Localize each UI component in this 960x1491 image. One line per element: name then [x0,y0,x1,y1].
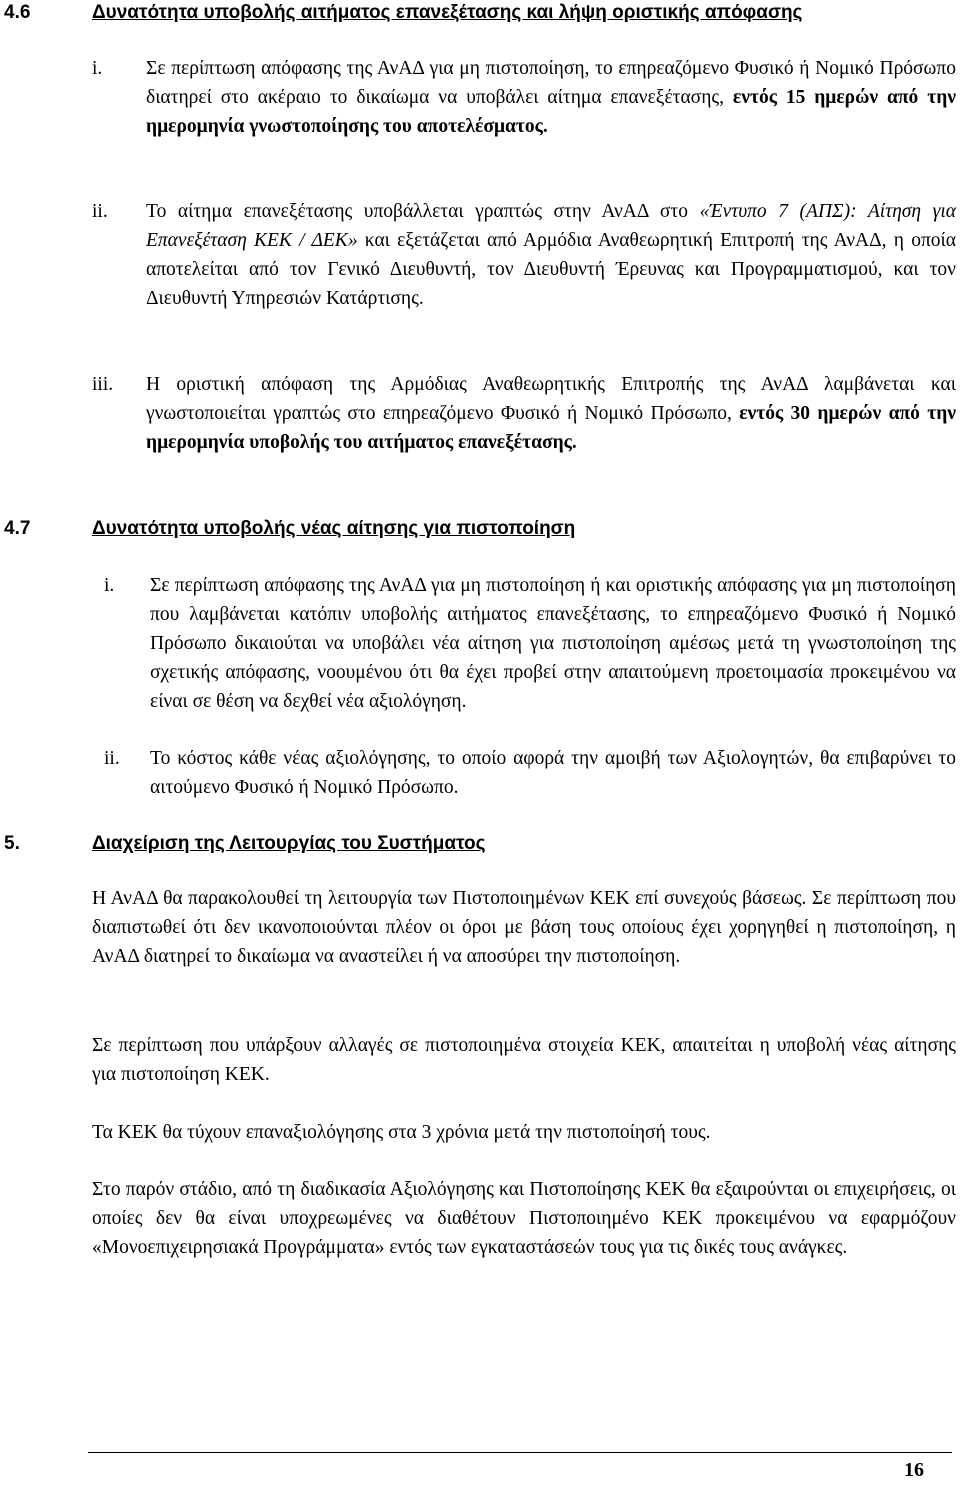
section-title: Διαχείριση της Λειτουργίας του Συστήματος [92,833,486,854]
list-item-text: Το κόστος κάθε νέας αξιολόγησης, το οποίο αφορά την αμοιβή των Αξιολογητών, θα επιβαρύνει το αιτούμενο Φυσικό ή Νομικό Πρόσωπο. [150,748,956,798]
deadline-emphasis: εντός 30 ημερών από την ημερομηνία υποβολής του αιτήματος επανεξέτασης. [146,403,956,453]
list-item-text: Σε περίπτωση απόφασης της ΑνΑΔ για μη πιστοποίηση, το επηρεαζόμενο Φυσικό ή Νομικό Πρόσωπο διατηρεί στο ακέραιο το δικαίωμα να υποβάλει αίτημα επανεξέτασης, εντός 15 ημερών από την ημερομηνία γνωστοποίησης του αποτελέσματος. [146,58,956,137]
list-marker: i. [104,575,115,596]
list-item-text: Σε περίπτωση απόφασης της ΑνΑΔ για μη πιστοποίηση ή και οριστικής απόφασης για μη πιστοποίηση που λαμβάνεται κατόπιν υποβολής αιτήματος επανεξέτασης, το επηρεαζόμενο Φυσικό ή Νομικό Πρόσωπο δικαιούται να υποβάλει νέα αίτηση για πιστοποίηση αμέσως μετά τη γνωστοποίηση της σχετικής απόφασης, νοουμένου ότι θα έχει προβεί στην απαιτούμενη προετοιμασία προκειμένου να είναι σε θέση να δεχθεί νέα αξιολόγηση. [150,575,956,712]
section-title: Δυνατότητα υποβολής αιτήματος επανεξέτασης και λήψη οριστικής απόφασης [92,2,803,23]
page-number: 16 [904,1459,924,1481]
deadline-emphasis: εντός 15 ημερών από την ημερομηνία γνωστοποίησης του αποτελέσματος. [146,87,956,137]
paragraph: Η ΑνΑΔ θα παρακολουθεί τη λειτουργία των Πιστοποιημένων ΚΕΚ επί συνεχούς βάσεως. Σε περίπτωση που διαπιστωθεί ότι δεν ικανοποιούνται πλέον οι όροι με βάση τους οποίους έχει χορηγηθεί η πιστοποίηση, η ΑνΑΔ διατηρεί το δικαίωμα να αναστείλει ή να αποσύρει την πιστοποίηση. [92,888,956,967]
paragraph: Σε περίπτωση που υπάρξουν αλλαγές σε πιστοποιημένα στοιχεία ΚΕΚ, απαιτείται η υποβολή νέας αίτησης για πιστοποίηση ΚΕΚ. [92,1035,956,1085]
section-number: 4.7 [4,518,31,539]
section-number: 5. [4,833,20,854]
form-title-emphasis: «Έντυπο 7 (ΑΠΣ): Αίτηση για Επανεξέταση ΚΕΚ / ΔΕΚ» [146,201,956,251]
list-marker: ii. [104,748,120,769]
paragraph: Στο παρόν στάδιο, από τη διαδικασία Αξιολόγησης και Πιστοποίησης ΚΕΚ θα εξαιρούνται οι επιχειρήσεις, οι οποίες δεν θα είναι υποχρεωμένες να διαθέτουν Πιστοποιημένο ΚΕΚ προκειμένου να εφαρμόζουν «Μονοεπιχειρησιακά Προγράμματα» εντός των εγκαταστάσεών τους για τις δικές τους ανάγκες. [92,1179,956,1258]
list-item-text: Το αίτημα επανεξέτασης υποβάλλεται γραπτώς στην ΑνΑΔ στο «Έντυπο 7 (ΑΠΣ): Αίτηση για Επανεξέταση ΚΕΚ / ΔΕΚ» και εξετάζεται από Αρμόδια Αναθεωρητική Επιτροπή της ΑνΑΔ, η οποία αποτελείται από τον Γενικό Διευθυντή, τον Διευθυντή Έρευνας και Προγραμματισμού, και τον Διευθυντή Υπηρεσιών Κατάρτισης. [146,201,956,309]
paragraph: Τα ΚΕΚ θα τύχουν επαναξιολόγησης στα 3 χρόνια μετά την πιστοποίησή τους. [92,1122,711,1143]
list-marker: ii. [92,201,108,222]
footer-divider [88,1452,952,1453]
list-marker: i. [92,58,103,79]
section-number: 4.6 [4,2,31,23]
list-item-text: Η οριστική απόφαση της Αρμόδιας Αναθεωρητικής Επιτροπής της ΑνΑΔ λαμβάνεται και γνωστοποιείται γραπτώς στο επηρεαζόμενο Φυσικό ή Νομικό Πρόσωπο, εντός 30 ημερών από την ημερομηνία υποβολής του αιτήματος επανεξέτασης. [146,374,956,453]
list-marker: iii. [92,374,114,395]
section-title: Δυνατότητα υποβολής νέας αίτησης για πιστοποίηση [92,518,576,539]
